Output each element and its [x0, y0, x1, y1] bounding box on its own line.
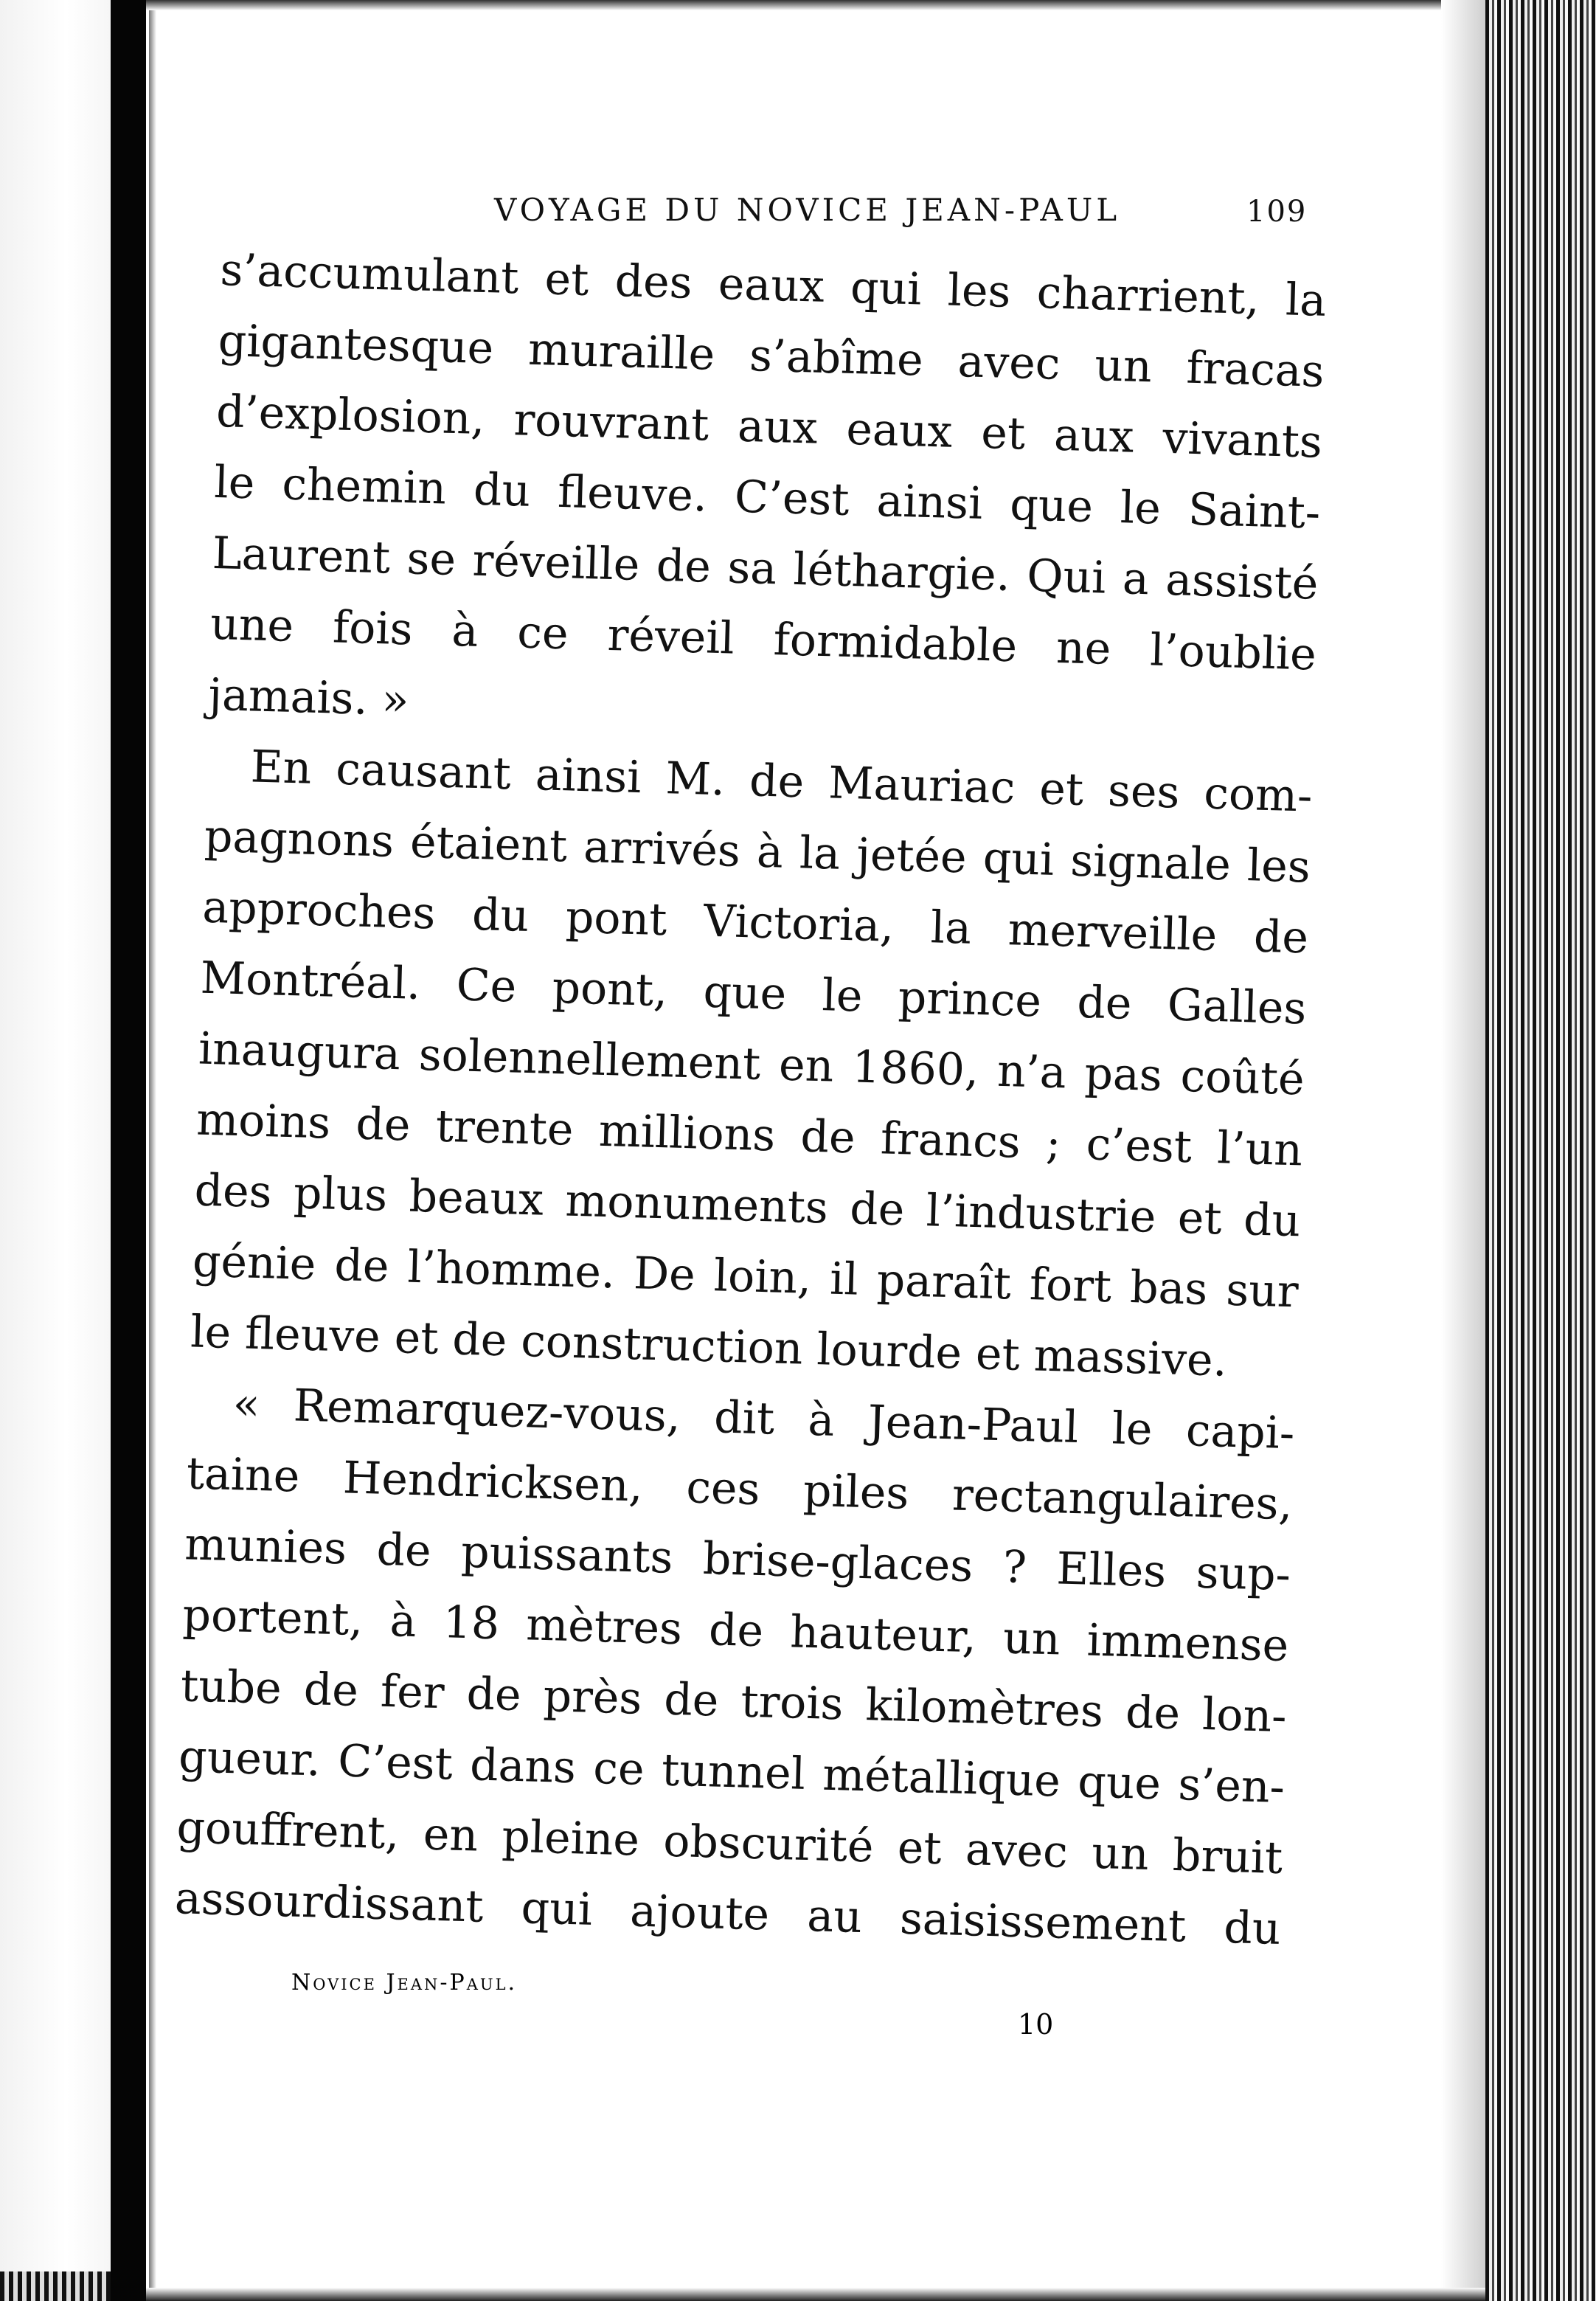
scan-bottom-edge — [146, 2288, 1485, 2301]
text-line: moins de trente millions de francs ; c’est l’un — [195, 1093, 1303, 1177]
text-line: Laurent se réveille de sa léthargie. Qui a assisté — [211, 527, 1319, 610]
text-line: le fleuve et de construction lourde et massive. — [190, 1306, 1228, 1387]
book-page — [174, 170, 1328, 1955]
text-line: gigantesque muraille s’abîme avec un fracas — [218, 314, 1325, 398]
text-line: gueur. C’est dans ce tunnel métallique que s’en- — [178, 1731, 1286, 1814]
facing-page-edge — [0, 0, 111, 2301]
text-line: tube de fer de près de trois kilomètres de lon- — [180, 1660, 1288, 1743]
scan-top-edge — [146, 0, 1596, 10]
text-line: « Remarquez-vous, dit à Jean-Paul le capi- — [232, 1378, 1296, 1460]
text-line: s’accumulant et des eaux qui les charrient, la — [219, 243, 1328, 327]
text-line: jamais. » — [207, 668, 410, 727]
facing-page-bottom-edge — [0, 2271, 118, 2301]
text-line: des plus beaux monuments de l’industrie et du — [193, 1164, 1302, 1248]
page-number: 109 — [1246, 195, 1308, 229]
stacked-leaf-edges — [1485, 0, 1596, 2301]
signature-mark-text: Novice Jean-Paul. — [291, 1970, 518, 1996]
text-line: gouffrent, en pleine obscurité et avec un bruit — [176, 1802, 1284, 1885]
running-title: VOYAGE DU NOVICE JEAN-PAUL — [494, 192, 1121, 228]
running-head — [221, 170, 1328, 229]
text-line: inaugura solennellement en 1860, n’a pas coûté — [198, 1023, 1305, 1106]
page-curl-shadow — [1441, 0, 1485, 2301]
text-line: génie de l’homme. De loin, il paraît fort bas sur — [192, 1235, 1300, 1318]
text-line: le chemin du fleuve. C’est ainsi que le Saint- — [213, 456, 1322, 539]
page-footer — [291, 1970, 1176, 2041]
text-line: pagnons étaient arrivés à la jetée qui signale les — [204, 810, 1311, 893]
book-gutter — [111, 0, 146, 2301]
text-line: En causant ainsi M. de Mauriac et ses com- — [249, 741, 1314, 823]
body-text — [174, 235, 1328, 1965]
text-line: une fois à ce réveil formidable ne l’oublie — [209, 598, 1317, 681]
gathering-signature-number: 10 — [1018, 2008, 1054, 2041]
text-line: portent, à 18 mètres de hauteur, un immense — [181, 1589, 1290, 1672]
text-line: taine Hendricksen, ces piles rectangulaires, — [186, 1447, 1294, 1531]
text-line: assourdissant qui ajoute au saisissement du — [174, 1872, 1282, 1955]
text-line: approches du pont Victoria, la merveille de — [201, 881, 1309, 964]
text-line: munies de puissants brise-glaces ? Elles sup- — [184, 1518, 1291, 1602]
text-line: Montréal. Ce pont, que le prince de Galles — [199, 952, 1308, 1035]
gutter-shadow — [149, 0, 156, 2301]
text-line: d’explosion, rouvrant aux eaux et aux vivants — [215, 385, 1323, 468]
